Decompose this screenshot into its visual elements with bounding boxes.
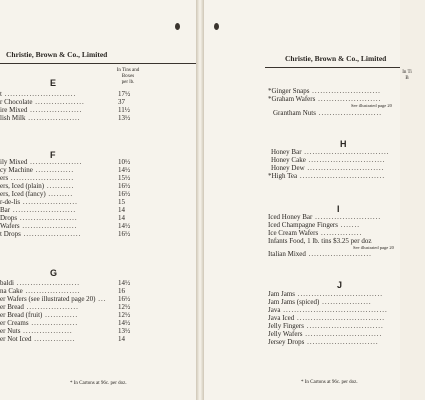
leader-dots: ................... (23, 303, 79, 311)
item-name: t Drops (0, 230, 21, 238)
list-item (0, 335, 135, 343)
list-item (268, 314, 408, 322)
left-column-note-line: In Tins and (116, 68, 140, 73)
leader-dots: ....................... (315, 95, 382, 103)
item-name: lish Milk (0, 114, 26, 122)
item-name: Drops (0, 214, 18, 222)
item-name: r Chocolate (0, 98, 33, 106)
leader-dots: .......................... (304, 338, 379, 346)
binding-hole (214, 23, 219, 30)
item-name: ers (0, 174, 9, 182)
left-running-header: Christie, Brown & Co., Limited (6, 50, 108, 59)
item-name: Jelly Wafers (268, 330, 303, 338)
leader-dots: .............. (32, 166, 75, 174)
item-name: Iced Champagne Fingers (268, 221, 338, 229)
leader-dots: ...................................... (280, 306, 388, 314)
leader-dots: .................... (20, 198, 78, 206)
item-price: 17½ (118, 90, 131, 98)
item-name: *High Tea (268, 172, 298, 180)
list-item (0, 311, 135, 319)
left-column-note (110, 68, 146, 86)
list-item (0, 206, 135, 214)
right-running-header: Christie, Brown & Co., Limited (285, 54, 387, 63)
item-name: Honey Bar (271, 148, 302, 156)
leader-dots: .................... (19, 222, 78, 230)
leader-dots: ............................... (297, 172, 386, 180)
list-item (268, 322, 408, 330)
list-item (268, 221, 408, 229)
item-name: Jelly Fingers (268, 322, 304, 330)
list-item (0, 90, 135, 98)
list-item (271, 156, 411, 164)
item-name: *Ginger Snaps (268, 87, 310, 95)
leader-dots: ..................... (20, 230, 82, 238)
leader-dots: ........................ (312, 213, 382, 221)
leader-dots: .................. (319, 298, 372, 306)
leader-dots: ....................... (14, 279, 80, 287)
list-item (0, 174, 135, 182)
item-price: 13½ (118, 327, 131, 335)
leader-dots: ................... (25, 114, 81, 122)
item-price: 37 (118, 98, 125, 106)
item-price: 16½ (118, 230, 131, 238)
leader-dots: .................... (22, 287, 81, 295)
binding-hole (175, 23, 180, 30)
list-item (268, 250, 408, 258)
book-gutter (196, 0, 204, 400)
list-item (268, 95, 408, 103)
item-name: na Cake (0, 287, 23, 295)
item-name: ire Mixed (0, 106, 28, 114)
left-column-note-line: Boxes (121, 74, 135, 79)
item-name: r-de-lis (0, 198, 21, 206)
item-name: er Not Iced (0, 335, 32, 343)
list-item (271, 148, 411, 156)
item-price: 12½ (118, 311, 131, 319)
list-item (268, 330, 408, 338)
list-item (0, 303, 135, 311)
leader-dots: ................. (28, 319, 79, 327)
item-name: Ice Cream Wafers (268, 229, 319, 237)
leader-dots: .......... (44, 182, 75, 190)
list-item (273, 109, 413, 117)
list-item (0, 98, 135, 106)
item-price: 16½ (118, 190, 131, 198)
list-item (0, 327, 135, 335)
item-price: 14½ (118, 166, 131, 174)
item-name: Jersey Drops (268, 338, 305, 346)
list-item (0, 114, 135, 122)
list-item (268, 306, 408, 314)
item-price: 14½ (118, 279, 131, 287)
item-name: Jam Jams (268, 290, 296, 298)
leader-dots: ............................ (302, 330, 383, 338)
item-price: 14½ (118, 319, 131, 327)
left-footnote: * In Cartons at 96c. per doz. (70, 381, 127, 386)
list-item (0, 166, 135, 174)
item-name: t (0, 90, 2, 98)
leader-dots: ............... (318, 229, 363, 237)
item-price: 12½ (118, 303, 131, 311)
leader-dots: ......... (45, 190, 74, 198)
right-footnote: * In Cartons at 96c. per doz. (301, 380, 358, 385)
item-name: Bar (0, 206, 11, 214)
right-column-note (389, 70, 425, 82)
leader-dots: ....................... (315, 109, 382, 117)
item-price: 15 (118, 198, 125, 206)
item-price: 16 (118, 287, 125, 295)
leader-dots: ................... (27, 106, 83, 114)
item-price: 14 (118, 335, 125, 343)
list-item (0, 198, 135, 206)
item-name: Iced Honey Bar (268, 213, 313, 221)
illustrated-page-note: See illustrated page 20 (353, 245, 394, 250)
item-name: ily Mixed (0, 158, 28, 166)
leader-dots: ......................... (309, 87, 381, 95)
item-name: Infants Food, 1 lb. tins $3.25 per doz (268, 237, 372, 245)
leader-dots: ............... (31, 335, 76, 343)
list-item (0, 230, 135, 238)
list-item (0, 214, 135, 222)
item-price: 11½ (118, 106, 130, 114)
right-column-note-line: B (405, 76, 409, 81)
item-name: Wafers (0, 222, 20, 230)
left-page (0, 0, 197, 400)
section-letter-e: E (50, 78, 57, 88)
item-name: er Nuts (0, 327, 21, 335)
item-name: Italian Mixed (268, 250, 306, 258)
leader-dots: ....................... (305, 250, 372, 258)
leader-dots: ....................... (10, 206, 77, 214)
item-name: Jam Jams (spiced) (268, 298, 320, 306)
leader-dots: ............................ (303, 322, 384, 330)
item-name: baldi (0, 279, 14, 287)
leader-dots: .................. (32, 98, 85, 106)
item-name: ers, Iced (fancy) (0, 190, 46, 198)
left-column-note-line: per lb. (121, 80, 135, 85)
leader-dots: ..................... (17, 214, 78, 222)
list-item (0, 158, 135, 166)
section-letter-j: J (337, 280, 343, 290)
leader-dots: ... (95, 295, 107, 303)
leader-dots: ............................... (295, 290, 384, 298)
item-price: 15½ (118, 174, 131, 182)
right-page (203, 0, 412, 400)
leader-dots: ............................... (301, 148, 390, 156)
list-item (268, 213, 408, 221)
item-price: 16½ (118, 295, 131, 303)
item-name: er Wafers (see illustrated page 20) (0, 295, 96, 303)
list-item (268, 87, 408, 95)
item-price: 14 (118, 206, 125, 214)
leader-dots: ................... (27, 158, 83, 166)
item-name: er Bread (0, 303, 24, 311)
list-item (268, 290, 408, 298)
right-header-rule (265, 67, 400, 68)
leader-dots: .................. (20, 327, 73, 335)
list-item (271, 164, 411, 172)
item-name: Grantham Nuts (273, 109, 316, 117)
illustrated-page-note: See illustrated page 20 (351, 103, 392, 108)
left-header-rule (0, 63, 197, 64)
list-item (268, 338, 408, 346)
list-item (0, 319, 135, 327)
item-price: 14 (118, 214, 125, 222)
leader-dots: ....................... (8, 174, 75, 182)
list-item (0, 182, 135, 190)
right-column-note-line: In Ti (402, 70, 412, 75)
list-item (0, 279, 135, 287)
item-name: cy Machine (0, 166, 33, 174)
item-price: 16½ (118, 182, 131, 190)
item-name: Honey Dew (271, 164, 305, 172)
leader-dots: ....... (337, 221, 360, 229)
list-item (0, 190, 135, 198)
item-name: Java (268, 306, 281, 314)
list-item (0, 222, 135, 230)
list-item (268, 172, 408, 180)
item-name: *Graham Wafers (268, 95, 316, 103)
item-price: 14½ (118, 222, 131, 230)
list-item (268, 298, 408, 306)
item-name: er Creams (0, 319, 29, 327)
leader-dots: ................................ (294, 314, 385, 322)
section-letter-h: H (340, 139, 347, 149)
item-price: 10½ (118, 158, 131, 166)
section-letter-f: F (50, 150, 56, 160)
section-letter-i: I (337, 204, 340, 214)
list-item (0, 295, 135, 303)
leader-dots: ............................ (305, 156, 386, 164)
item-price: 13½ (118, 114, 131, 122)
item-name: er Bread (fruit) (0, 311, 43, 319)
list-item (268, 229, 408, 237)
list-item (0, 106, 135, 114)
leader-dots: .......................... (1, 90, 77, 98)
leader-dots: ............ (42, 311, 79, 319)
list-item (0, 287, 135, 295)
item-name: Honey Cake (271, 156, 306, 164)
section-letter-g: G (50, 268, 58, 278)
leader-dots: ............................ (304, 164, 385, 172)
list-item (268, 237, 408, 245)
item-name: ers, Iced (plain) (0, 182, 45, 190)
item-name: Java Iced (268, 314, 295, 322)
